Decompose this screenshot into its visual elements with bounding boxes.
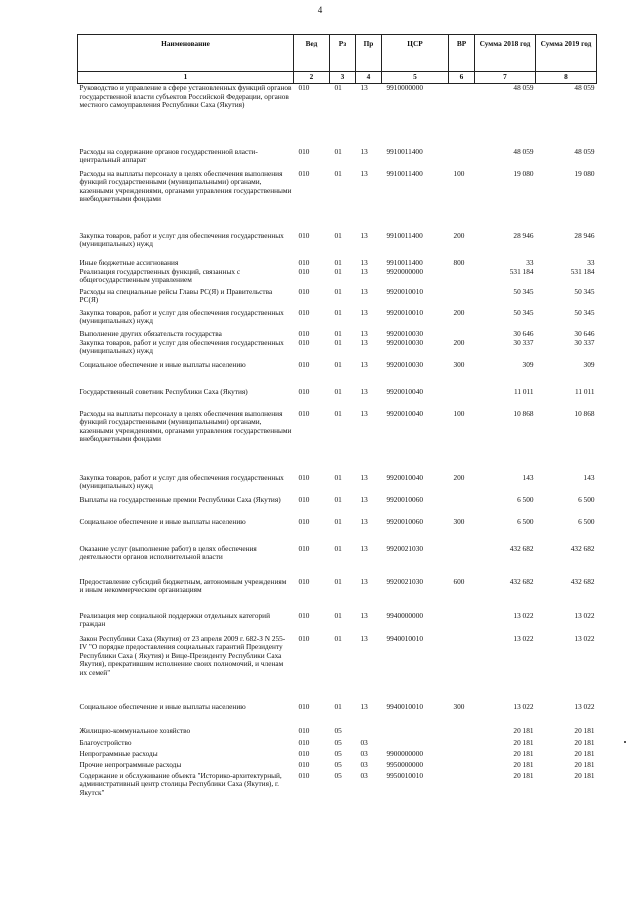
column-number: 7 [475, 72, 536, 84]
row-sum-2019: 432 682 [570, 576, 595, 586]
table-row [78, 339, 597, 361]
row-vr [449, 388, 475, 410]
row-pr: 03 [360, 759, 368, 769]
row-pr: 13 [360, 337, 368, 347]
column-number: 6 [449, 72, 475, 84]
row-ved: 010 [298, 701, 310, 711]
row-sum-2019: 13 022 [574, 633, 595, 643]
row-vr: 300 [453, 359, 465, 369]
row-rz: 01 [334, 307, 342, 317]
row-name: Руководство и управление в сфере установленных функций органов государственной власти субъектов Российской Федерации, органов местного самоуправления Республики Саха (Якутия) [79, 83, 292, 110]
row-name: Содержание и обслуживание объекта "Историко-архитектурный, административный центр столицы Республики Саха (Якутия), г. Якутск" [79, 770, 282, 797]
row-csr: 9950010010 [386, 770, 423, 780]
row-sum-2019: 20 181 [574, 770, 595, 780]
row-vr [449, 761, 475, 772]
header-sum-2019: Сумма 2019 год [536, 35, 597, 72]
row-rz: 05 [334, 737, 342, 747]
row-pr: 13 [360, 328, 368, 338]
row-vr: 600 [453, 576, 465, 586]
row-csr: 9940010010 [386, 633, 423, 643]
row-sum-2018: 30 337 [513, 337, 534, 347]
row-pr: 13 [360, 576, 368, 586]
row-rz: 01 [334, 328, 342, 338]
table-row [78, 739, 597, 750]
row-sum-2018: 50 345 [513, 307, 534, 317]
row-sum-2018: 13 022 [513, 610, 534, 620]
row-csr: 9920010060 [386, 494, 423, 504]
row-vr [449, 739, 475, 750]
row-csr: 9920010010 [386, 307, 423, 317]
row-pr: 13 [360, 633, 368, 643]
table-header-row [78, 35, 597, 72]
row-csr: 9920021030 [386, 576, 423, 586]
row-rz: 01 [334, 701, 342, 711]
row-pr: 13 [360, 386, 368, 396]
row-rz: 01 [334, 146, 342, 156]
row-rz: 01 [334, 83, 342, 92]
row-ved: 010 [298, 516, 310, 526]
table-row [78, 84, 597, 148]
scan-speck [624, 741, 626, 743]
header-ved: Вед [294, 35, 330, 72]
row-rz: 01 [334, 266, 342, 276]
row-pr: 13 [360, 266, 368, 276]
row-sum-2018: 432 682 [509, 576, 534, 586]
row-csr: 9920010040 [386, 472, 423, 482]
row-sum-2018: 432 682 [509, 543, 534, 553]
row-ved: 010 [298, 266, 310, 276]
row-ved: 010 [298, 543, 310, 553]
row-name: Выплаты на государственные премии Республики Саха (Якутия) [79, 494, 281, 504]
column-number: 3 [330, 72, 356, 84]
row-pr: 13 [360, 168, 368, 178]
table-row [78, 612, 597, 635]
table-row [78, 361, 597, 388]
row-rz: 01 [334, 633, 342, 643]
table-row [78, 388, 597, 410]
row-sum-2019: 50 345 [574, 307, 595, 317]
row-csr: 9910000000 [386, 83, 423, 92]
row-ved: 010 [298, 257, 310, 267]
row-csr: 9920010040 [386, 408, 423, 418]
row-sum-2019: 20 181 [574, 737, 595, 747]
row-ved: 010 [298, 83, 310, 92]
row-csr: 9950000000 [386, 759, 423, 769]
row-name: Социальное обеспечение и иные выплаты населению [79, 701, 246, 711]
table-row [78, 268, 597, 288]
row-sum-2018: 33 [526, 257, 534, 267]
row-vr [449, 635, 475, 703]
row-rz: 01 [334, 408, 342, 418]
row-rz: 05 [334, 759, 342, 769]
row-vr: 300 [453, 701, 465, 711]
row-rz: 01 [334, 494, 342, 504]
row-name: Расходы на специальные рейсы Главы РС(Я) и Правительства РС(Я) [79, 286, 273, 305]
table-body [78, 84, 597, 800]
table-row [78, 545, 597, 578]
row-pr: 13 [360, 83, 368, 92]
row-name: Реализация государственных функций, связанных с общегосударственным управлением [79, 266, 241, 285]
table-row [78, 703, 597, 727]
row-csr: 9910011400 [386, 257, 423, 267]
row-rz: 01 [334, 472, 342, 482]
row-name: Непрограммные расходы [79, 748, 158, 758]
row-sum-2019: 30 337 [574, 337, 595, 347]
row-rz: 01 [334, 516, 342, 526]
row-sum-2019: 30 646 [574, 328, 595, 338]
header-csr: ЦСР [382, 35, 449, 72]
row-rz: 05 [334, 770, 342, 780]
row-rz: 05 [334, 748, 342, 758]
row-sum-2019: 11 011 [574, 386, 595, 396]
row-sum-2019: 432 682 [570, 543, 595, 553]
row-sum-2018: 19 080 [513, 168, 534, 178]
row-vr [449, 612, 475, 635]
row-sum-2019: 13 022 [574, 610, 595, 620]
row-ved: 010 [298, 146, 310, 156]
row-sum-2019: 10 868 [574, 408, 595, 418]
header-name: Наименование [78, 35, 294, 72]
row-vr: 100 [453, 408, 465, 418]
row-pr: 13 [360, 610, 368, 620]
table-row [78, 727, 597, 739]
row-name: Закупка товаров, работ и услуг для обеспечения государственных (муниципальных) нужд [79, 230, 284, 249]
row-sum-2018: 20 181 [513, 770, 534, 780]
row-pr: 13 [360, 359, 368, 369]
row-name: Закон Республики Саха (Якутия) от 23 апреля 2009 г. 682-З N 255-IV "О порядке предоставления социальных гарантий Президенту Республики Саха ( Якутия) и Вице-Президенту Республики Саха Якутия), прекратившим исполнение своих полномочий, и членам их семей" [79, 633, 286, 677]
row-sum-2019: 33 [587, 257, 595, 267]
row-csr: 9920021030 [386, 543, 423, 553]
row-name: Благоустройство [79, 737, 132, 747]
row-sum-2018: 48 059 [513, 83, 534, 92]
row-csr: 9910011400 [386, 230, 423, 240]
table-row [78, 170, 597, 232]
row-vr: 200 [453, 307, 465, 317]
row-vr: 300 [453, 516, 465, 526]
row-pr [356, 727, 382, 739]
table-row [78, 772, 597, 800]
row-csr: 9920000000 [386, 266, 423, 276]
row-sum-2019: 6 500 [578, 516, 595, 526]
row-ved: 010 [298, 337, 310, 347]
row-rz: 01 [334, 610, 342, 620]
row-ved: 010 [298, 633, 310, 643]
row-sum-2018: 6 500 [517, 516, 534, 526]
row-sum-2018: 143 [522, 472, 534, 482]
table-row [78, 750, 597, 761]
table-row [78, 578, 597, 612]
column-number: 5 [382, 72, 449, 84]
column-number-row [78, 72, 597, 84]
row-csr: 9920010030 [386, 328, 423, 338]
budget-table [77, 34, 597, 800]
table-row [78, 635, 597, 703]
table-row [78, 496, 597, 518]
header-sum-2018: Сумма 2018 год [475, 35, 536, 72]
row-rz: 01 [334, 576, 342, 586]
row-vr: 200 [453, 472, 465, 482]
row-sum-2018: 309 [522, 359, 534, 369]
header-pr: Пр [356, 35, 382, 72]
row-sum-2018: 48 059 [513, 146, 534, 156]
row-ved: 010 [298, 610, 310, 620]
table-row [78, 309, 597, 330]
row-pr: 03 [360, 770, 368, 780]
row-ved: 010 [298, 725, 310, 735]
table-row [78, 518, 597, 545]
row-csr: 9940010010 [386, 701, 423, 711]
row-sum-2019: 20 181 [574, 748, 595, 758]
row-rz: 01 [334, 230, 342, 240]
row-csr: 9920010030 [386, 337, 423, 347]
row-csr [382, 727, 449, 739]
row-sum-2019: 6 500 [578, 494, 595, 504]
row-sum-2019: 531 184 [570, 266, 595, 276]
row-sum-2019: 143 [583, 472, 595, 482]
row-csr: 9940000000 [386, 610, 423, 620]
row-name: Расходы на выплаты персоналу в целях обеспечения выполнения функций государственными (муниципальными) органами, казенными учреждениями, органами управления государственными внебюджетными фондами [79, 168, 292, 204]
row-pr: 13 [360, 257, 368, 267]
row-name: Иные бюджетные ассигнования [79, 257, 179, 267]
row-sum-2018: 20 181 [513, 748, 534, 758]
row-vr [449, 496, 475, 518]
row-ved: 010 [298, 576, 310, 586]
row-vr [449, 772, 475, 800]
header-rz: Рз [330, 35, 356, 72]
row-sum-2019: 13 022 [574, 701, 595, 711]
row-sum-2018: 50 345 [513, 286, 534, 296]
row-vr: 800 [453, 257, 465, 267]
row-name: Государственный советник Республики Саха (Якутия) [79, 386, 248, 396]
row-name: Закупка товаров, работ и услуг для обеспечения государственных (муниципальных) нужд [79, 307, 284, 326]
row-csr: 9910011400 [386, 168, 423, 178]
row-name: Закупка товаров, работ и услуг для обеспечения государственных (муниципальных) нужд [79, 472, 284, 491]
row-vr [449, 148, 475, 170]
row-vr [449, 84, 475, 148]
header-vr: ВР [449, 35, 475, 72]
row-ved: 010 [298, 286, 310, 296]
row-csr: 9920010030 [386, 359, 423, 369]
row-rz: 01 [334, 257, 342, 267]
row-pr: 13 [360, 516, 368, 526]
row-sum-2019: 309 [583, 359, 595, 369]
row-ved: 010 [298, 307, 310, 317]
row-ved: 010 [298, 328, 310, 338]
column-number: 4 [356, 72, 382, 84]
row-vr [449, 727, 475, 739]
row-ved: 010 [298, 386, 310, 396]
row-name: Расходы на содержание органов государственной власти- центральный аппарат [79, 146, 258, 165]
row-pr: 13 [360, 543, 368, 553]
row-name: Расходы на выплаты персоналу в целях обеспечения выполнения функций государственными (муниципальными) органами, казенными учреждениями, органами управления государственными внебюджетными фондами [79, 408, 292, 444]
table-row [78, 474, 597, 496]
table-row [78, 410, 597, 474]
column-number: 2 [294, 72, 330, 84]
row-pr: 13 [360, 472, 368, 482]
row-sum-2018: 10 868 [513, 408, 534, 418]
row-rz: 01 [334, 386, 342, 396]
page-number: 4 [317, 5, 323, 15]
row-csr: 9910011400 [386, 146, 423, 156]
row-sum-2018: 13 022 [513, 701, 534, 711]
row-ved: 010 [298, 472, 310, 482]
column-number: 8 [536, 72, 597, 84]
row-rz: 01 [334, 543, 342, 553]
row-csr: 9920010060 [386, 516, 423, 526]
row-ved: 010 [298, 737, 310, 747]
row-name: Предоставление субсидий бюджетным, автономным учреждениям и иным некоммерческим организациям [79, 576, 287, 595]
row-vr: 100 [453, 168, 465, 178]
row-rz: 01 [334, 359, 342, 369]
row-sum-2019: 20 181 [574, 759, 595, 769]
table-row [78, 148, 597, 170]
row-ved: 010 [298, 759, 310, 769]
row-pr: 13 [360, 494, 368, 504]
row-name: Социальное обеспечение и иные выплаты населению [79, 359, 246, 369]
row-sum-2019: 28 946 [574, 230, 595, 240]
row-ved: 010 [298, 408, 310, 418]
row-vr: 200 [453, 230, 465, 240]
row-sum-2018: 20 181 [513, 725, 534, 735]
row-pr: 13 [360, 701, 368, 711]
row-pr: 03 [360, 748, 368, 758]
table-row [78, 232, 597, 259]
column-number: 1 [78, 72, 294, 84]
row-name: Жилищно-коммунальное хозяйство [79, 725, 191, 735]
row-csr: 9920010040 [386, 386, 423, 396]
row-sum-2019: 20 181 [574, 725, 595, 735]
row-rz: 01 [334, 168, 342, 178]
row-pr: 13 [360, 307, 368, 317]
row-pr: 13 [360, 146, 368, 156]
table-row [78, 288, 597, 309]
row-sum-2019: 48 059 [574, 83, 595, 92]
row-name: Прочие непрограммные расходы [79, 759, 182, 769]
row-vr [449, 750, 475, 761]
row-vr [449, 288, 475, 309]
row-pr: 13 [360, 286, 368, 296]
row-csr [382, 739, 449, 750]
row-pr: 03 [360, 737, 368, 747]
row-name: Выполнение других обязательств государства [79, 328, 222, 338]
row-csr: 9900000000 [386, 748, 423, 758]
row-sum-2019: 48 059 [574, 146, 595, 156]
row-name: Реализация мер социальной поддержки отдельных категорий граждан [79, 610, 270, 629]
row-vr [449, 545, 475, 578]
row-ved: 010 [298, 494, 310, 504]
row-vr [449, 268, 475, 288]
row-ved: 010 [298, 770, 310, 780]
row-sum-2019: 50 345 [574, 286, 595, 296]
row-rz: 05 [334, 725, 342, 735]
row-sum-2018: 28 946 [513, 230, 534, 240]
row-ved: 010 [298, 748, 310, 758]
row-sum-2018: 20 181 [513, 759, 534, 769]
row-name: Закупка товаров, работ и услуг для обеспечения государственных (муниципальных) нужд [79, 337, 284, 356]
row-sum-2018: 20 181 [513, 737, 534, 747]
row-sum-2018: 531 184 [509, 266, 534, 276]
row-ved: 010 [298, 359, 310, 369]
row-sum-2018: 30 646 [513, 328, 534, 338]
row-name: Социальное обеспечение и иные выплаты населению [79, 516, 246, 526]
row-sum-2018: 11 011 [513, 386, 534, 396]
row-sum-2018: 13 022 [513, 633, 534, 643]
row-csr: 9920010010 [386, 286, 423, 296]
row-pr: 13 [360, 408, 368, 418]
table-row [78, 761, 597, 772]
row-vr: 200 [453, 337, 465, 347]
row-rz: 01 [334, 286, 342, 296]
row-sum-2019: 19 080 [574, 168, 595, 178]
row-sum-2018: 6 500 [517, 494, 534, 504]
row-rz: 01 [334, 337, 342, 347]
row-ved: 010 [298, 230, 310, 240]
row-pr: 13 [360, 230, 368, 240]
row-ved: 010 [298, 168, 310, 178]
row-name: Оказание услуг (выполнение работ) в целях обеспечения деятельности органов исполнительной власти [79, 543, 257, 562]
